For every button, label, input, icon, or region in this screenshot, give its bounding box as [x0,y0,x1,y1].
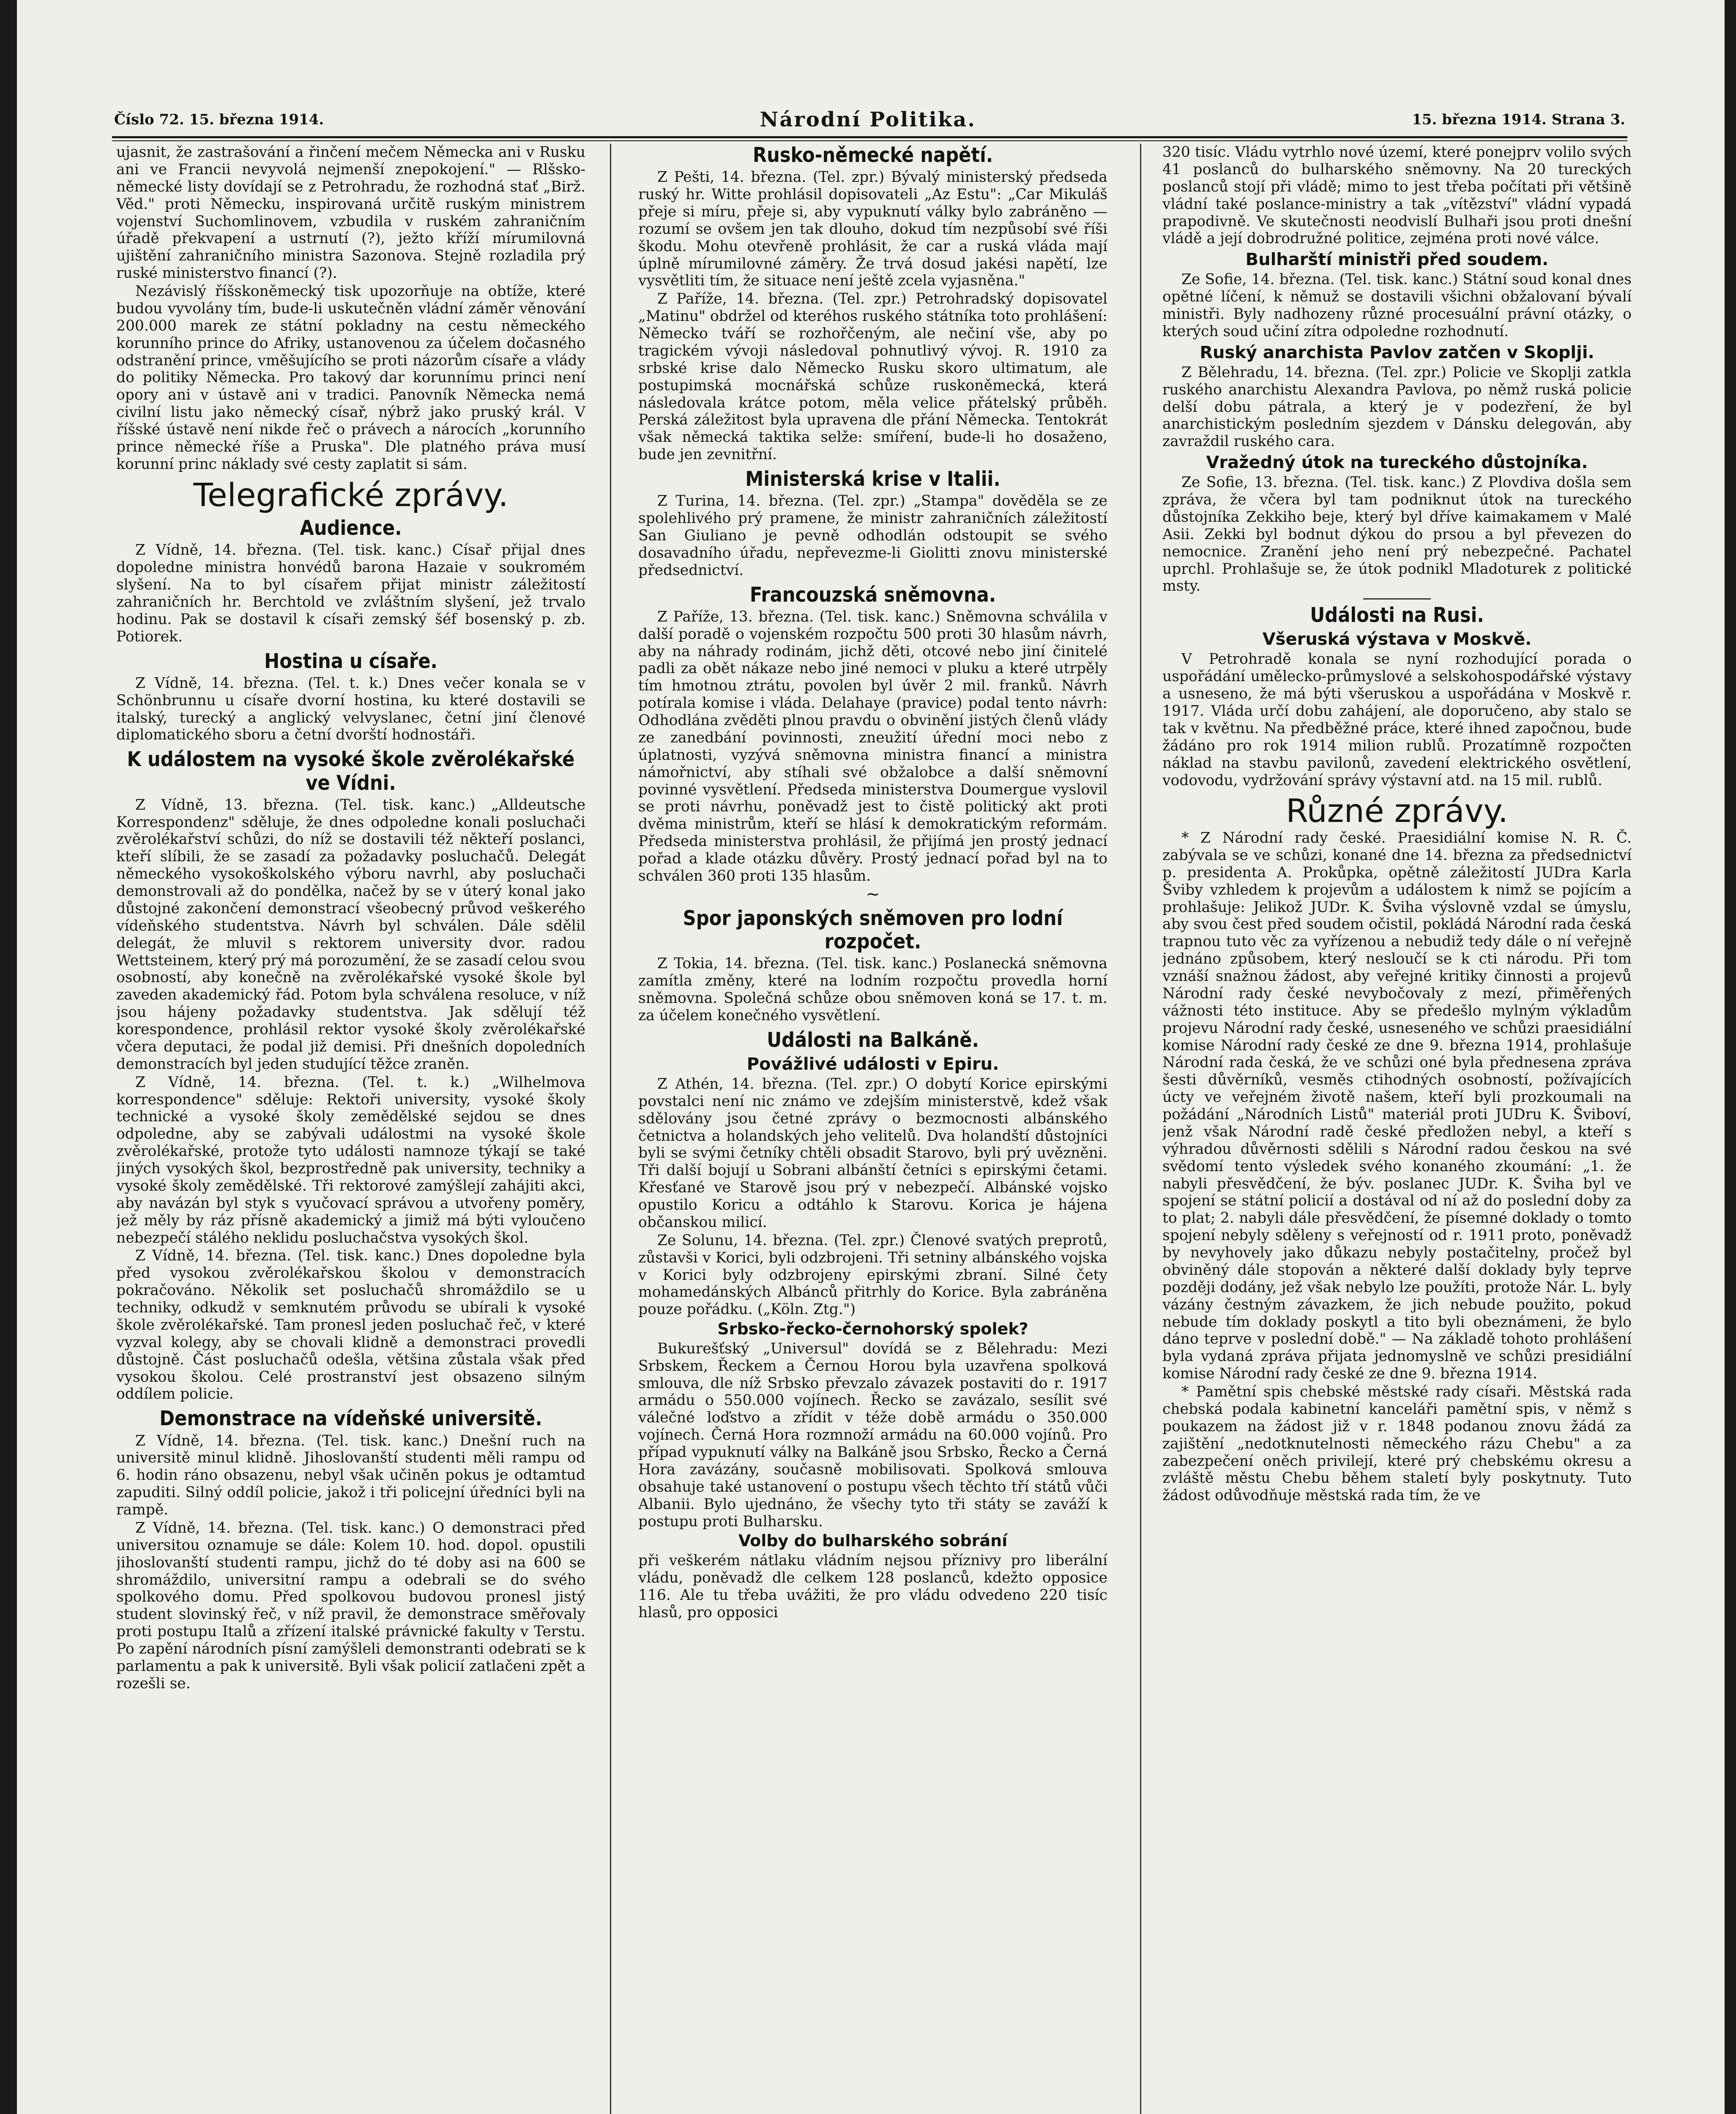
header-rule [112,136,1627,138]
article-paragraph: Z Vídně, 14. března. (Tel. tisk. kanc.) O demonstraci před universitou oznamuje se dále: Kolem 10. hod. dopol. opustili jihoslovanští studenti rampu, jichž do té doby asi na 600 se shromáždilo, universitní rampu a odebrali se do svého spolkového domu. Před spolkovou budovou pronesl jistý student slovinský řeč, v níž pravil, že demonstrace směřovaly proti postupu Italů a zřízení italské právnické fakulty v Terstu. Po zapění národních písní zamýšleli demonstranti odebrati se k parlamentu a pak k universitě. Byli však policií zatlačeni zpět a rozešli se. [116,1519,585,1692]
article-subheading: Všeruská výstava v Moskvě. [1262,630,1532,649]
article-paragraph: * Pamětní spis chebské městské rady císaři. Městská rada chebská podala kabinetní kanceláři pamětní spis, v němž s poukazem na žádost již v r. 1848 podanou znovu žádá za zajištění „nedotknutelnosti německého rázu Chebu" a za zabezpečení oněch privilejí, které prý chebskému okresu a zvláště městu Chebu během staletí byly poskytnuty. Tuto žádost odůvodňuje městská rada tím, že ve [1162,1383,1632,1504]
article-paragraph: Z Athén, 14. března. (Tel. zpr.) O dobytí Korice epirskými povstalci není nic známo ve zdejším ministerstvě, kdež však sdělovány jsou četné zprávy o bezmocnosti albánského četnictva a holandských jeho velitelů. Dva holandští důstojníci byli se svými četníky chtěli obsadit Starovo, byli prý uvězněni. Tři další bojují u Sobrani albánští četníci s epirskými četami. Křesťané ve Starově jsou prý v nebezpečí. Albánské vojsko opustilo Koricu a odtáhlo k Starovu. Korica je hájena občanskou milicí. [638,1075,1107,1231]
article-paragraph: Z Vídně, 14. března. (Tel. t. k.) „Wilhelmova korrespondence" sděluje: Rektoři university, vysoké školy technické a vysoké školy zemědělské sejdou se dnes odpoledne, aby se zabývali událostmi na vysoké škole zvěrolékařské, protože tyto události namnoze týkají se také jiných vysokých škol, bezprostředně pak university, techniky a vysoké školy zemědělské. Tři rektorové zamýšlejí zahájiti akci, aby navázán byl styk s vyučovací správou a utvořeny poměry, jež měly by ráz přísně akademický a jimiž má býti vyloučeno nebezpečí stálého neklidu posluchačstva vysokých škol. [116,1073,585,1246]
article-paragraph: Z Vídně, 14. března. (Tel. tisk. kanc.) Císař přijal dnes dopoledne ministra honvédů barona Hazaie v soukromém slyšení. Na to byl císařem přijat ministr záležitostí zahraničních hr. Berchtold ve zvláštním slyšení, jež trvalo hodinu. Pak se dostavil k císaři zemský šéf bosenský p. zb. Potiorek. [116,542,585,645]
article-heading: Vražedný útok na tureckého důstojníka. [1206,453,1588,473]
column-1 [116,144,585,2114]
section-divider: ∼ [866,884,880,904]
article-heading: Ministerská krise v Italii. [745,467,1001,491]
header-rule-thin [112,140,1627,141]
article-paragraph: Z Turina, 14. března. (Tel. zpr.) „Stampa" dověděla se ze spolehlivého prý pramene, že ministr zahraničních záležitostí San Giuliano je pevně odhodlán odstoupit se svého dosavadního úřadu, nepřevezme-li Giolitti znovu ministerské předsednictví. [638,493,1107,579]
article-paragraph: Z Vídně, 14. března. (Tel. tisk. kanc.) Dnes dopoledne byla před vysokou zvěrolékařskou školou v demonstracích pokračováno. Několik set posluchačů shromáždilo se u techniky, odkudž v semknutém průvodu se ubírali k vysoké škole zvěrolékařské. Tam pronesl jeden posluchač řeč, v které vyzval kolegy, aby se chovali klidně a demonstraci provedli důstojně. Část posluchačů odešla, většina zůstala však před vysokou školou. Celé prostranství jest obsazeno silným oddílem policie. [116,1247,585,1403]
article-heading: Hostina u císaře. [264,649,437,673]
article-heading: Demonstrace na vídeňské universitě. [159,1407,542,1431]
page-number: 15. března 1914. Strana 3. [1412,111,1625,128]
newspaper-page [17,0,1725,2114]
article-heading: Události na Rusi. [1310,603,1484,627]
article-paragraph: Z Vídně, 14. března. (Tel. tisk. kanc.) Dnešní ruch na universitě minul klidně. Jihoslovanští studenti měli rampu od 6. hodin ráno obsazenu, nebyl však učiněn pokus je odtamtud zapuditi. Silný oddíl policie, jakož i tři policejní úředníci byli na rampě. [116,1432,585,1519]
article-paragraph: ujasnit, že zastrašování a řinčení mečem Německa ani v Rusku ani ve Francii nevyvolá nejmenší znepokojení." — Rlšsko-německé listy dovídají se z Petrohradu, že rozhodná stať „Birž. Věd." proti Německu, inspirovaná určitě ruským ministrem vojenství Suchomlinovem, vzbudila v ruském zahraničním úřadě překvapení a ustrnutí (?), ježto kříží mírumilovná ujištění zahraničního ministra Sazonova. Stejně rozladila prý ruské ministerstvo financí (?). [116,144,585,282]
article-paragraph: * Z Národní rady české. Praesidiální komise N. R. Č. zabývala se ve schůzi, konané dne 14. března za předsednictví p. presidenta A. Prokůpka, opětně záležitostí JUDra Karla Šviby vzhledem k projevům a událostem k nimž se pojícím a prohlašuje: Jelikož JUDr. K. Šviha výslovně vzdal se úmyslu, aby svou čest před soudem očistil, pokládá Národní rada česká trapnou tuto věc za vyřízenou a nebudiž tedy dále o ní veřejně jednáno způsobem, který nesloučí se k cti národu. Při tom vznáší snažnou žádost, aby veřejné kritiky činnosti a projevů Národní rady české nevybočovaly z mezí, přiměřených vážnosti této instituce. Aby se předešlo mylným výkladům projevu Národní rady české, usneseného ve schůzi praesidiální komise Národní rady české ze dne 9. března 1914, prohlašuje Národní rada česká, že ve schůzi oné byla přednesena zpráva šesti důvěrníků, vesměs ctihodných osobností, požívajících úcty ve veřejném životě našem, kteří byli prozkoumali na požádání „Národních Listů" materiál proti JUDru K. Šviboví, jenž však Národní radě české předložen nebyl, a kteří s výhradou důvěrnosti sdělili s Národní radou českou na své svědomí tento výsledek svého konaného zkoumání: „1. že nabyli přesvědčení, že býv. poslanec JUDr. K. Šviha byl ve spojení se státní policií a dostával od ní až do poslední doby za to plat; 2. nabyli dále přesvědčení, že písemné doklady o tomto spojení nebyly sděleny s veřejností od r. 1911 proto, poněvadž by nevyhovely jako důkazu nebyly postačitelny, pročež byl obviněný dále stopován a některé další doklady byly teprve později dodány, jež však nebylo lze použíti, protože Nár. L. byly vázány čestným závazkem, že jich nebude použito, pokud nebude tím doklady poskytl a tito byli obeznámeni, že bylo dáno teprve v poslední době." — Na základě tohoto prohlášení byla vydaná zpráva přijata jednomyslně ve schůzi presidiální komise Národní rady české ze dne 9. března 1914. [1162,830,1632,1383]
section-heading-telegraf: Telegrafické zprávy. [193,476,508,514]
article-subheading: Volby do bulharského sobrání [738,1531,1008,1550]
article-paragraph: Z Pešti, 14. března. (Tel. zpr.) Bývalý ministerský předseda ruský hr. Witte prohlásil dopisovateli „Az Estu": „Car Mikuláš přeje si míru, přeje si, aby vypuknutí války bylo zabráněno — rozumí se ovšem jen tak dlouho, dokud tím nezpůsobí své říši škodu. Mohu otevřeně prohlásit, že car a ruská vláda mají úplně mírumilovné záměry. Že trvá dosud jakési napětí, lze vysvětliti tím, že situace není ještě zcela vyjasněna." [638,169,1107,290]
issue-info: Číslo 72. 15. března 1914. [114,111,324,128]
article-subheading: Srbsko-řecko-černohorský spolek? [717,1320,1028,1339]
article-paragraph: Z Vídně, 14. března. (Tel. t. k.) Dnes večer konala se v Schönbrunnu u císaře dvorní hostina, ku které dostavili se italský, turecký a anglický velvyslanec, četní jiní členové diplomatického sboru a četní dvorští hodnostáři. [116,674,585,744]
article-paragraph: Ze Sofie, 13. března. (Tel. tisk. kanc.) Z Plovdiva došla sem zpráva, že včera byl tam podniknut útok na tureckého důstojníka Zekkiho beje, který byl dříve kaimakamem v Malé Asii. Zekki byl bodnut dýkou do prsou a byl převezen do nemocnice. Zranění jeho není prý nebezpečné. Pachatel uprchl. Prohlašuje se, že útok podnikl Mladoturek z politické msty. [1162,474,1632,595]
article-paragraph: Z Vídně, 13. března. (Tel. tisk. kanc.) „Alldeutsche Korrespondenz" sděluje, že dnes odpoledne konali posluchači zvěrolékařství schůzi, do níž se dostavili též někteří poslanci, kteří slíbili, že se zasadí za požadavky posluchačů. Delegát německého vysokoškolského výboru navrhl, aby posluchači demonstrovali až do pondělka, načež by se v úterý konal jako důstojné zakončení demonstrací všeobecný průvod veškerého vídeňského studentstva. Návrh byl schválen. Dále sdělil delegát, že mluvil s rektorem university dvor. radou Wettsteinem, který prý má porozumění, že se zasadí celou svou osobností, aby konečně na zvěrolékařské vysoké škole byl zaveden akademický řád. Potom byla schválena resoluce, v níž jsou hájeny požadavky studentstva. Jak sdělují též korespondence, prohlásil rektor vysoké školy zvěrolékařské včera deputaci, že podal již demisi. Při dnešních dopoledních demonstracích byl jeden studující těžce zraněn. [116,796,585,1073]
article-paragraph: Ze Sofie, 14. března. (Tel. tisk. kanc.) Státní soud konal dnes opětné líčení, k němuž se dostavili všichni obžalovaní bývalí ministři. Byly nadhozeny různé procesuální právní otázky, o kterých soud učiní zítra odpoledne rozhodnutí. [1162,271,1632,340]
article-heading: Francouzská sněmovna. [749,583,996,607]
article-paragraph: V Petrohradě konala se nyní rozhodující porada o uspořádání umělecko-průmyslové a selskohospodářské výstavy a usneseno, že má býti všeruskou a uspořádána v Moskvě r. 1917. Vláda určí dobu zahájení, ale doporučeno, aby stalo se tak v květnu. Na předběžné práce, které ihned započnou, bude žádáno pro rok 1914 milion rublů. Prozatímně rozpočten náklad na stavbu pavilonů, zavedení elektrického osvětlení, vodovodu, vydržování správy výstavní atd. na 15 mil. rublů. [1162,651,1632,789]
article-paragraph: Bukurešťský „Universul" dovídá se z Bělehradu: Mezi Srbskem, Řeckem a Černou Horou byla uzavřena spolková smlouva, dle níž Srbsko převzalo závazek postaviti do r. 1917 armádu o 550.000 vojínech. Řecko se zavázalo, sesílit své válečné loďstvo a zřídit v téže době armádu o 350.000 vojínech. Černá Hora rozmnoží armádu na 60.000 vojínů. Pro případ vypuknutí války na Balkáně jsou Srbsko, Řecko a Černá Hora zavázány, současně mobilisovati. Spolková smlouva obsahuje také ustanovení o postupu všech těchto tří států vůči Albanii. Bylo ujednáno, že všechy tyto tři státy se zaváží k postupu proti Bulharsku. [638,1340,1107,1530]
article-heading: Audience. [300,516,402,540]
column-separator-2 [1140,144,1141,2114]
section-heading-ruzne: Různé zprávy. [1286,792,1508,830]
article-heading: Bulharští ministři před soudem. [1245,250,1549,270]
article-paragraph: 320 tisíc. Vládu vytrhlo nové území, které ponejprv volilo svých 41 poslanců do bulharského sněmovny. Na 20 tureckých poslanců stojí při vládě; mimo to jest třeba počítati při většině vládní také poslance-ministry a tak „vítězství" vládní vypadá prapodivně. Ve skutečnosti neodvislí Bulhaři jsou proti dnešní vládě a její dobrodružné politice, zejména proti nové válce. [1162,144,1632,247]
column-2 [638,144,1107,2114]
article-paragraph: Z Tokia, 14. března. (Tel. tisk. kanc.) Poslanecká sněmovna zamítla změny, které na lodním rozpočtu provedla horní sněmovna. Společná schůze obou sněmoven koná se 17. t. m. za účelem konečného vysvětlení. [638,955,1107,1024]
article-paragraph: Z Paříže, 14. března. (Tel. zpr.) Petrohradský dopisovatel „Matinu" obdržel od kteréhos ruského státníka toto prohlášení: Německo tváří se rozhořčeným, ale nečiní vše, aby po tragickém vývoji následoval pohnutlivý vývoj. R. 1910 za srbské krise dalo Německo Rusku skoro ultimatum, ale postupimská mocnářská schůze ruskoněmecká, která následovala krátce potom, měla velice přátelský průběh. Perská záležitost byla upravena dle přání Německa. Tentokrát však německá taktika selže: smíření, bude-li ho dosaženo, bude jen zevnitřní. [638,290,1107,463]
page-header [114,105,1625,134]
article-paragraph: Z Bělehradu, 14. března. (Tel. zpr.) Policie ve Skoplji zatkla ruského anarchistu Alexandra Pavlova, po němž ruská policie delší dobu pátrala, a který je v podezření, že byl anarchistickým posledním sjezdem v Dánsku delegován, aby zavraždil ruského cara. [1162,364,1632,450]
article-paragraph: Ze Solunu, 14. března. (Tel. zpr.) Členové svatých preprotů, zůstavši v Korici, byli odzbrojeni. Tři setniny albánského vojska v Korici byly odzbrojeny epirskými zbraní. Silné čety mohamedánských Albánců přitrhly do Korice. Byla zabráněna pouze pořádku. („Köln. Ztg.") [638,1232,1107,1318]
article-paragraph: Nezávislý říšskoněmecký tisk upozorňuje na obtíže, které budou vyvolány tím, bude-li uskutečněn vládní záměr věnování 200.000 marek ze státní pokladny na cestu německého korunního prince do Afriky, ustanovenou za účelem dočasného odstranění prince, vměšujícího se proti názorům císaře a vlády do politiky Německa. Pro takový dar korunnímu princi není opory ani v ústavě ani v tradici. Panovník Německa nemá civilní listu jako německý císař, nýbrž jako pruský král. V říšské ústavě není nikde řeč o právech a nárocích „korunního prince německé říše a Pruska". Dle platného práva musí korunní princ náklady své cesty zaplatit si sám. [116,283,585,473]
article-heading: Rusko-německé napětí. [752,144,993,167]
article-paragraph: při veškerém nátlaku vládním nejsou příznivy pro liberální vládu, poněvadž dle celkem 128 poslanců, kdežto opposice 116. Ale tu třeba uvážiti, že pro vládu odvedeno 220 tisíc hlasů, pro opposici [638,1552,1107,1621]
masthead: Národní Politika. [760,108,976,131]
article-subheading: Povážlivé události v Epiru. [746,1054,999,1074]
article-heading: Spor japonských sněmoven pro lodní rozpočet. [683,906,1063,953]
article-heading: Události na Balkáně. [767,1028,979,1052]
article-paragraph: Z Paříže, 13. března. (Tel. tisk. kanc.) Sněmovna schválila v další poradě o vojenském rozpočtu 500 proti 30 hlasům návrh, aby na náhrady rodinám, jichž děti, otcové nebo jiní činitelé padli za obět nákaze nebo jiné nemoci v pluku a které utrpěly tím hmotnou ztrátu, povolen byl úvěr 2 mil. franků. Návrh potírala komise i vláda. Delahaye (pravice) podal tento návrh: Odhodlána zvěděti plnou pravdu o obvinění jistých členů vlády ze zanedbání povinnosti, zneužití úřední moci nebo z úplatnosti, vyzývá sněmovna ministra financí a ministra námořnictví, aby stíhali své obžalobce a další sněmovní povinné vysvětlení. Předseda ministerstva Doumergue vyslovil se proti návrhu, poněvadž jest to čistě politický akt proti dvěma ministrům, kteří se hlásí k demokratickým reformám. Předseda ministerstva prohlásil, že přijímá jen prostý jednací pořad a klade otázku důvěry. Prostý jednací pořad byl na to schválen 360 proti 135 hlasům. [638,608,1107,884]
article-heading: K událostem na vysoké škole zvěrolékařské ve Vídni. [127,748,575,795]
column-3 [1162,144,1632,2114]
section-divider [1363,598,1431,600]
article-heading: Ruský anarchista Pavlov zatčen v Skoplji. [1200,342,1594,362]
column-separator-1 [610,144,611,2114]
